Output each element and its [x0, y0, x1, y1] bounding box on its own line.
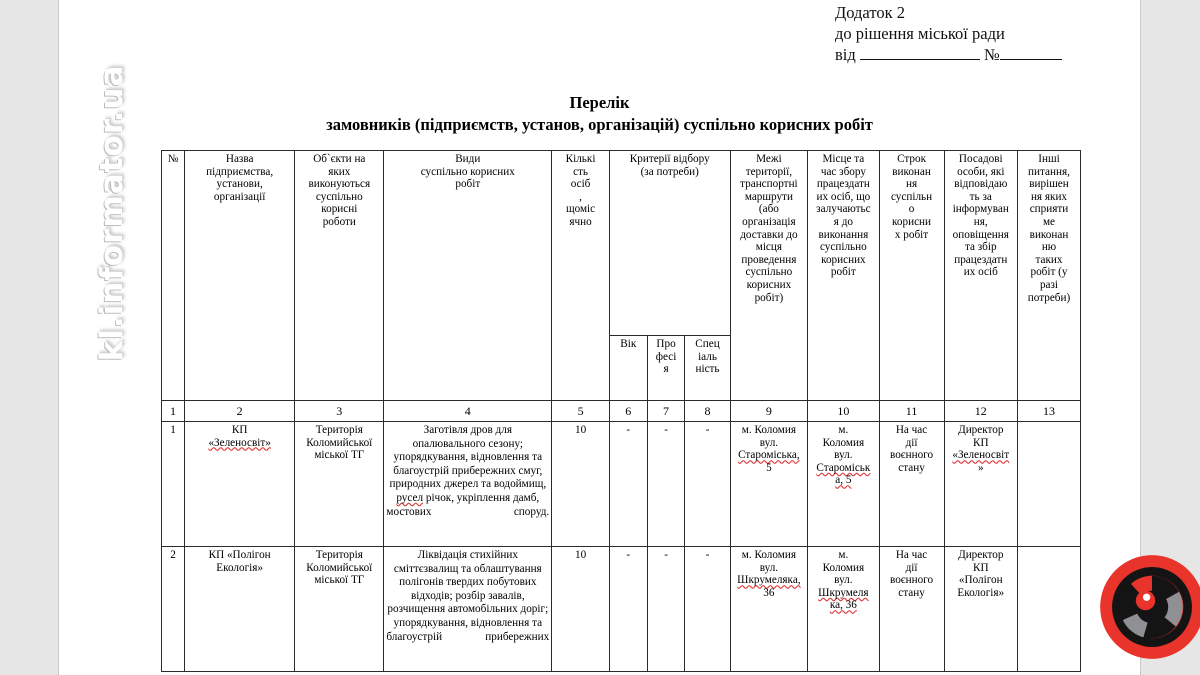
colnum-7: 7 — [647, 401, 685, 422]
header-cell-gathering-place: Місце та час збору працездатн их осіб, що залучаютьс я до виконання суспільно корисних робіт — [808, 151, 879, 401]
colnum-2: 2 — [185, 401, 295, 422]
cell-organization-name: КП «Полігон Екологія» — [185, 547, 295, 672]
appendix-number: Додаток 2 — [835, 3, 905, 22]
cell-gathering-place: м. Коломия вул. Старомiськ а, 5 — [808, 422, 879, 547]
colnum-12: 12 — [944, 401, 1017, 422]
colnum-9: 9 — [730, 401, 808, 422]
cell-other-issues — [1017, 422, 1080, 547]
cell-row-number: 2 — [162, 547, 185, 672]
date-blank-rule — [860, 59, 980, 60]
document-page — [59, 0, 1140, 675]
page-title — [59, 92, 1140, 136]
table-row — [162, 422, 1081, 547]
cell-profession: - — [647, 547, 685, 672]
cell-gathering-place: м. Коломия вул. Шкрумеля ка, 36 — [808, 547, 879, 672]
colnum-3: 3 — [295, 401, 384, 422]
header-cell-age: Вік — [609, 336, 647, 401]
header-cell-number: № — [162, 151, 185, 401]
date-number-line — [835, 44, 1062, 65]
cell-person-count: 10 — [552, 547, 610, 672]
cell-row-number: 1 — [162, 422, 185, 547]
cell-profession: - — [647, 422, 685, 547]
cell-territory: м. Коломия вул. Шкрумеляка, 36 — [730, 547, 808, 672]
date-prefix: від — [835, 45, 856, 64]
cell-term: На час дії воєнного стану — [879, 422, 944, 547]
header-cell-term: Строк виконан ня суспільн о корисни х робіт — [879, 151, 944, 401]
cell-organization-name: КП «Зеленосвіт» — [185, 422, 295, 547]
colnum-6: 6 — [609, 401, 647, 422]
colnum-11: 11 — [879, 401, 944, 422]
cell-officials: Директор КП «Полігон Екологія» — [944, 547, 1017, 672]
document-reference-block — [835, 2, 1062, 65]
header-cell-officials: Посадові особи, які відповідаю ть за інформуван ня, оповіщення та збір працездатн их осіб — [944, 151, 1017, 401]
header-cell-selection-criteria: Критерії відбору (за потреби) — [609, 151, 730, 336]
cell-other-issues — [1017, 547, 1080, 672]
number-blank-rule — [1000, 59, 1062, 60]
colnum-13: 13 — [1017, 401, 1080, 422]
council-decision-line: до рішення міської ради — [835, 24, 1005, 43]
colnum-5: 5 — [552, 401, 610, 422]
table-header-main-row — [162, 151, 1081, 336]
cell-speciality: - — [685, 422, 730, 547]
header-cell-work-types: Види суспільно корисних робіт — [384, 151, 552, 401]
cell-work-types: Заготівля дров для опалювального сезону; упорядкування, відновлення та благоустрій прибережних смуг, природних джерел та водоймищ, русел річок, укріплення дамб, мостових споруд. — [384, 422, 552, 547]
cell-territory: м. Коломия вул. Старомiська, 5 — [730, 422, 808, 547]
header-cell-territory: Межі території, транспортні маршрути (або організація доставки до місця проведення суспільно корисних робіт) — [730, 151, 808, 401]
cell-officials: Директор КП «Зеленосвіт » — [944, 422, 1017, 547]
registry-table-wrapper — [161, 150, 1081, 672]
header-cell-organization: Назва підприємства, установи, організації — [185, 151, 295, 401]
header-cell-profession: Про фесі я — [647, 336, 685, 401]
colnum-1: 1 — [162, 401, 185, 422]
header-cell-objects: Об`єкти на яких виконуються суспільно корисні роботи — [295, 151, 384, 401]
header-cell-other-issues: Інші питання, вирішен ня яких сприяти ме виконан ню таких робіт (у разі потреби) — [1017, 151, 1080, 401]
site-watermark: kl.informator.ua — [94, 64, 130, 362]
cell-age: - — [609, 422, 647, 547]
colnum-10: 10 — [808, 401, 879, 422]
table-row — [162, 547, 1081, 672]
cell-person-count: 10 — [552, 422, 610, 547]
header-cell-person-count: Кількі сть осіб , щоміс ячно — [552, 151, 610, 401]
header-cell-speciality: Спец іаль ність — [685, 336, 730, 401]
registry-table — [161, 150, 1081, 672]
cell-age: - — [609, 547, 647, 672]
title-line-2: замовників (підприємств, установ, організацій) суспільно корисних робіт — [326, 115, 873, 134]
title-line-1: Перелік — [569, 93, 630, 112]
table-column-number-row — [162, 401, 1081, 422]
colnum-8: 8 — [685, 401, 730, 422]
number-sign: № — [984, 45, 1000, 64]
cell-speciality: - — [685, 547, 730, 672]
colnum-4: 4 — [384, 401, 552, 422]
cell-work-types: Ліквідація стихійних сміттєзвалищ та облаштування полігонів твердих побутових відходів; розбір завалів, розчищення автомобільних доріг; упорядкування, відновлення та благоустрій прибережних — [384, 547, 552, 672]
cell-objects: Територія Коломийської міської ТГ — [295, 547, 384, 672]
cell-objects: Територія Коломийської міської ТГ — [295, 422, 384, 547]
cell-term: На час дії воєнного стану — [879, 547, 944, 672]
informator-eye-logo-icon — [1098, 553, 1200, 661]
